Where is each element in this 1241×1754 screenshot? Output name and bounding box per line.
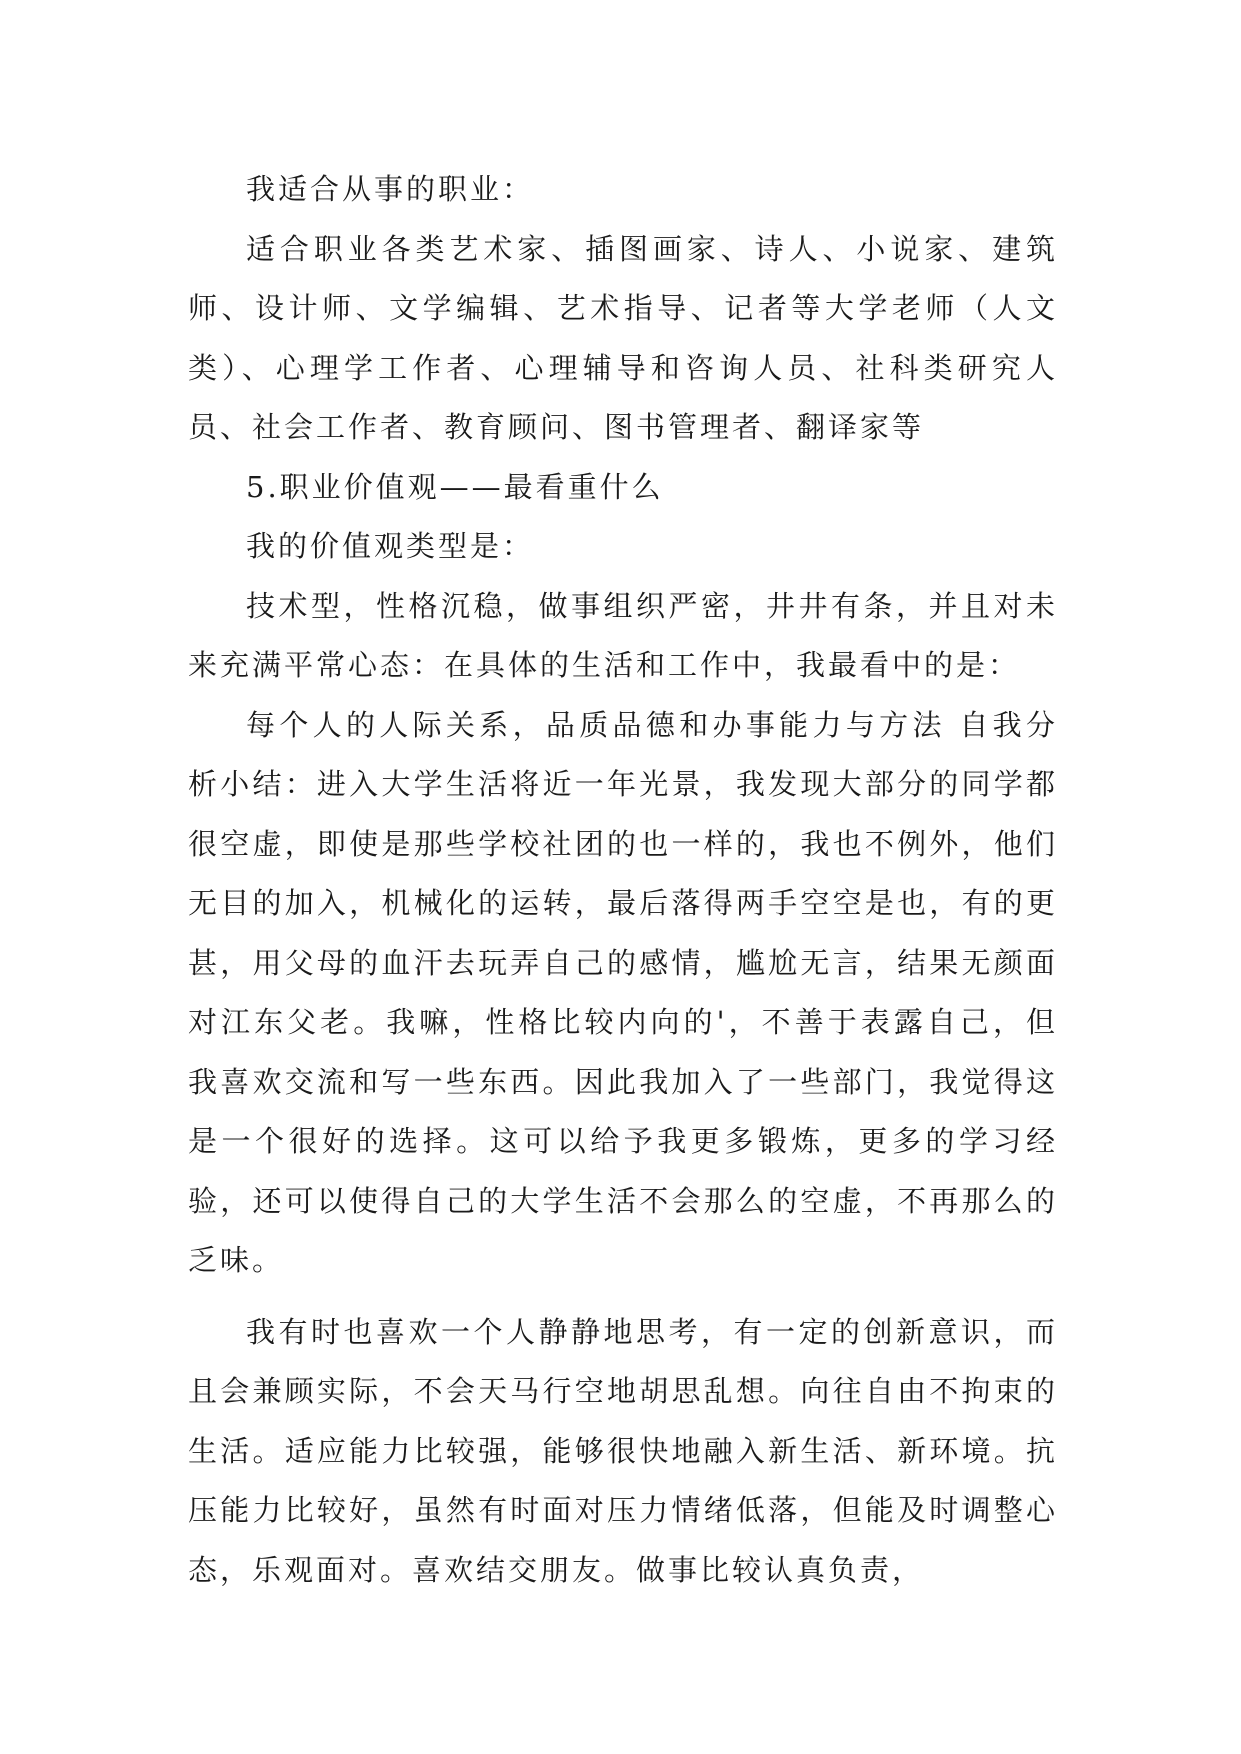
paragraph-career-list: 适合职业各类艺术家、插图画家、诗人、小说家、建筑师、设计师、文学编辑、艺术指导、记者等大学老师（人文类）、心理学工作者、心理辅导和咨询人员、社科类研究人员、社会工作者、教育顾问、图书管理者、翻译家等: [188, 231, 1058, 444]
paragraph-self-analysis: 每个人的人际关系，品质品德和办事能力与方法 自我分析小结：进入大学生活将近一年光景，我发现大部分的同学都很空虚，即使是那些学校社团的也一样的，我也不例外，他们无目的加入，机械化的运转，最后落得两手空空是也，有的更甚，用父母的血汗去玩弄自己的感情，尴尬无言，结果无颜面对江东父老。我嘛，性格比较内向的'，不善于表露自己，但我喜欢交流和写一些东西。因此我加入了一些部门，我觉得这是一个很好的选择。这可以给予我更多锻炼，更多的学习经验，还可以使得自己的大学生活不会那么的空虚，不再那么的乏味。: [188, 707, 1058, 1277]
paragraph-personality: 我有时也喜欢一个人静静地思考，有一定的创新意识，而且会兼顾实际，不会天马行空地胡思乱想。向往自由不拘束的生活。适应能力比较强，能够很快地融入新生活、新环境。抗压能力比较好，虽然有时面对压力情绪低落，但能及时调整心态，乐观面对。喜欢结交朋友。做事比较认真负责，: [188, 1314, 1058, 1587]
document-page: [188, 160, 1058, 1600]
paragraph-values-description: 技术型，性格沉稳，做事组织严密，井井有条，并且对未来充满平常心态：在具体的生活和工作中，我最看中的是：: [188, 588, 1058, 682]
paragraph-values-type: 我的价值观类型是：: [246, 529, 535, 563]
section-heading-values: 5.职业价值观——最看重什么: [246, 469, 664, 504]
paragraph-career-heading: 我适合从事的职业：: [246, 172, 535, 206]
